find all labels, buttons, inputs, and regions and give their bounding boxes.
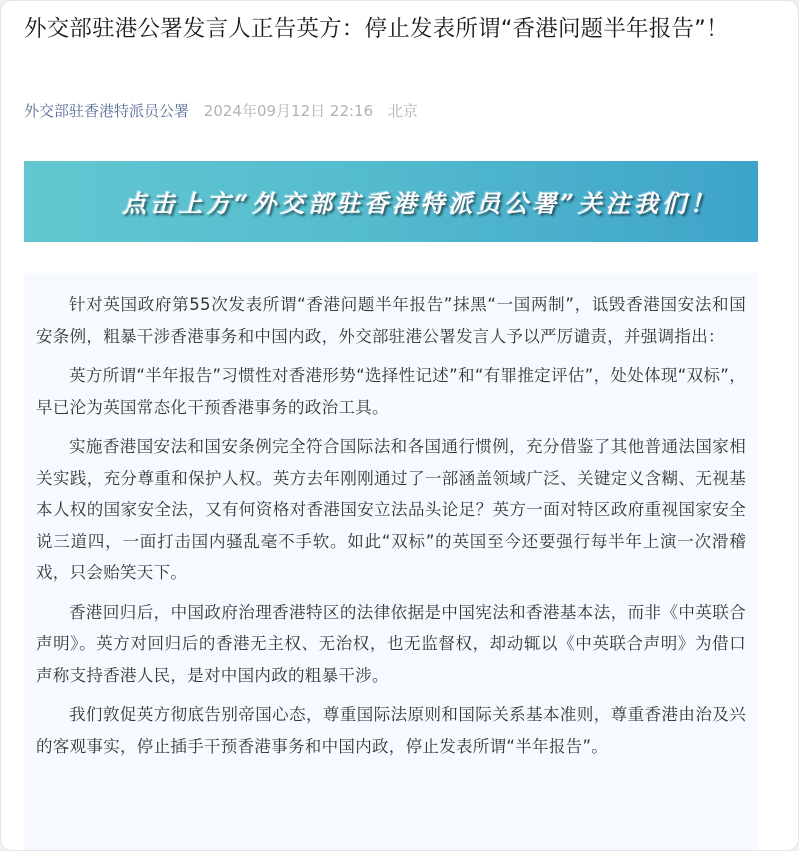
paragraph: 针对英国政府第55次发表所谓“香港问题半年报告”抹黑“一国两制”，诋毁香港国安法和国安条例，粗暴干涉香港事务和中国内政，外交部驻港公署发言人予以严厉谴责，并强调指出： xyxy=(36,295,746,346)
paragraph: 实施香港国安法和国安条例完全符合国际法和各国通行惯例，充分借鉴了其他普通法国家相关实践，充分尊重和保护人权。英方去年刚刚通过了一部涵盖领域广泛、关键定义含糊、无视基本人权的国家安全法，又有何资格对香港国安立法品头论足？英方一面对特区政府重视国家安全说三道四，一面打击国内骚乱毫不手软。如此“双标”的英国至今还要强行每半年上演一次滑稽戏，只会贻笑天下。 xyxy=(36,437,746,582)
account-name-link[interactable]: 外交部驻香港特派员公署 xyxy=(24,102,190,120)
paragraph: 香港回归后，中国政府治理香港特区的法律依据是中国宪法和香港基本法，而非《中英联合声明》。英方对回归后的香港无主权、无治权，也无监督权，却动辄以《中英联合声明》为借口声称支持香港人民，是对中国内政的粗暴干涉。 xyxy=(36,602,746,685)
follow-us-banner[interactable] xyxy=(24,161,758,242)
paragraph: 我们敦促英方彻底告别帝国心态，尊重国际法原则和国际关系基本准则，尊重香港由治及兴的客观事实，停止插手干预香港事务和中国内政，停止发表所谓“半年报告”。 xyxy=(36,705,746,756)
article-body xyxy=(24,273,758,851)
paragraph: 英方所谓“半年报告”习惯性对香港形势“选择性记述”和“有罪推定评估”，处处体现“双标”，早已沦为英国常态化干预香港事务的政治工具。 xyxy=(36,366,746,417)
publish-date: 2024年09月12日 22:16 xyxy=(203,102,374,120)
publish-location: 北京 xyxy=(387,102,418,120)
article-meta xyxy=(24,100,418,122)
banner-text: 点击上方“外交部驻香港特派员公署”关注我们！ xyxy=(122,189,718,218)
article-title: 外交部驻港公署发言人正告英方：停止发表所谓“香港问题半年报告”！ xyxy=(24,16,729,42)
